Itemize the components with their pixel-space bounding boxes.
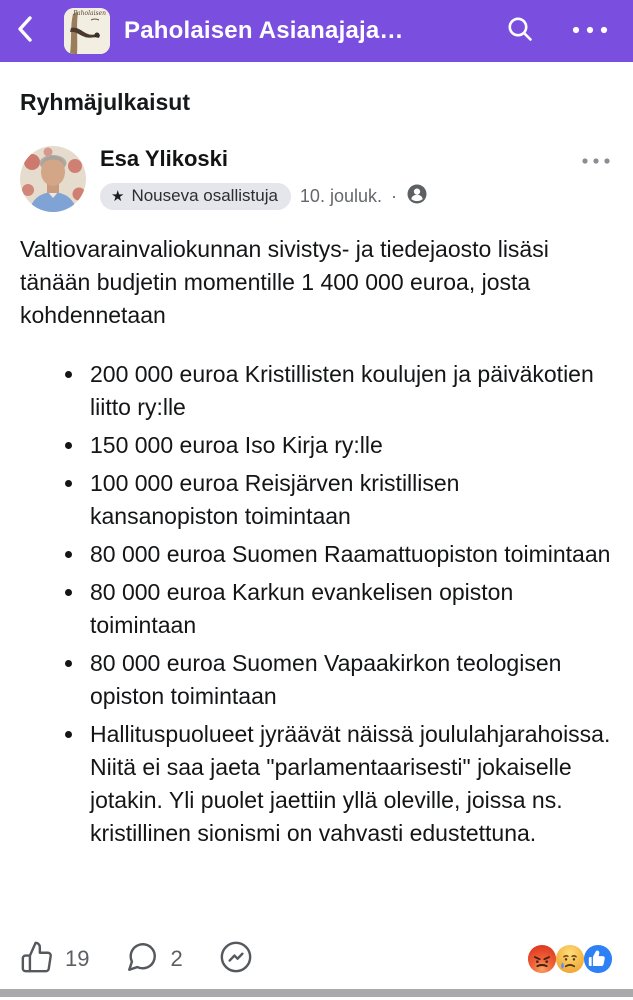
back-button[interactable] bbox=[14, 11, 48, 51]
comment-button[interactable] bbox=[125, 940, 182, 979]
group-title[interactable]: Paholaisen Asianajaja… bbox=[124, 17, 404, 44]
post-menu-button[interactable] bbox=[579, 146, 613, 176]
overflow-menu-button[interactable] bbox=[571, 22, 609, 40]
ellipsis-icon bbox=[571, 22, 609, 40]
scroll-indicator-bar bbox=[0, 989, 633, 997]
post-meta bbox=[100, 183, 613, 210]
page-title: Ryhmäjulkaisut bbox=[20, 89, 190, 115]
group-avatar[interactable] bbox=[64, 8, 110, 54]
appbar-actions bbox=[505, 14, 615, 49]
comment-count: 2 bbox=[170, 946, 183, 971]
post bbox=[0, 146, 633, 971]
meta-separator: · bbox=[390, 186, 397, 206]
sad-reaction-icon bbox=[555, 944, 585, 974]
badge-label: Nouseva osallistuja bbox=[131, 186, 278, 205]
bullet-item: • 80 000 euroa Suomen Vapaakirkon teologisen opiston toimintaan bbox=[86, 647, 613, 713]
bullet-item: • 80 000 euroa Suomen Raamattuopiston toimintaan bbox=[86, 538, 613, 571]
bullet-item: • 80 000 euroa Karkun evankelisen opiston toimintaan bbox=[86, 576, 613, 642]
messenger-icon bbox=[219, 940, 253, 979]
contributor-badge[interactable] bbox=[100, 183, 291, 210]
post-date[interactable]: 10. jouluk. bbox=[299, 186, 382, 206]
name-row bbox=[100, 146, 613, 176]
post-footer bbox=[0, 930, 633, 988]
like-reaction-icon bbox=[583, 944, 613, 974]
author-name[interactable]: Esa Ylikoski bbox=[100, 146, 229, 171]
thumbs-up-icon bbox=[20, 940, 54, 979]
group-avatar-caption: Paholaisen bbox=[73, 10, 106, 17]
post-header bbox=[20, 146, 613, 212]
star-icon: ★ bbox=[111, 187, 125, 205]
bullet-item: • 150 000 euroa Iso Kirja ry:lle bbox=[86, 429, 613, 462]
post-body bbox=[20, 233, 613, 850]
comment-icon bbox=[125, 940, 159, 979]
group-privacy-icon bbox=[406, 183, 428, 210]
search-icon bbox=[505, 14, 535, 49]
like-count: 19 bbox=[65, 946, 90, 971]
ellipsis-icon bbox=[581, 152, 611, 169]
bullet-list bbox=[20, 358, 613, 850]
post-head-main bbox=[100, 146, 613, 212]
bullet-item: • 100 000 euroa Reisjärven kristillisen kansanopiston toimintaan bbox=[86, 467, 613, 533]
angry-reaction-icon bbox=[527, 944, 557, 974]
search-button[interactable] bbox=[505, 14, 535, 49]
like-button[interactable] bbox=[20, 940, 89, 979]
post-paragraph: Valtiovarainvaliokunnan sivistys- ja tiedejaosto lisäsi tänään budjetin momentille 1 400 000 euroa, josta kohdennetaan bbox=[20, 236, 549, 328]
author-avatar[interactable] bbox=[20, 146, 86, 212]
bullet-item: • Hallituspuolueet jyräävät näissä joululahjarahoissa. Niitä ei saa jaeta "parlamentaarisesti" jokaiselle jotakin. Yli puolet jaettiin yllä oleville, joissa ns. kristillinen sionismi on vahvasti edustettuna. bbox=[86, 718, 613, 850]
app-bar bbox=[0, 0, 633, 62]
share-messenger-button[interactable] bbox=[219, 940, 253, 979]
chevron-left-icon bbox=[14, 14, 36, 49]
author-avatar-art bbox=[20, 146, 86, 212]
reactions-summary[interactable] bbox=[527, 944, 613, 974]
bullet-item: • 200 000 euroa Kristillisten koulujen ja päiväkotien liitto ry:lle bbox=[86, 358, 613, 424]
